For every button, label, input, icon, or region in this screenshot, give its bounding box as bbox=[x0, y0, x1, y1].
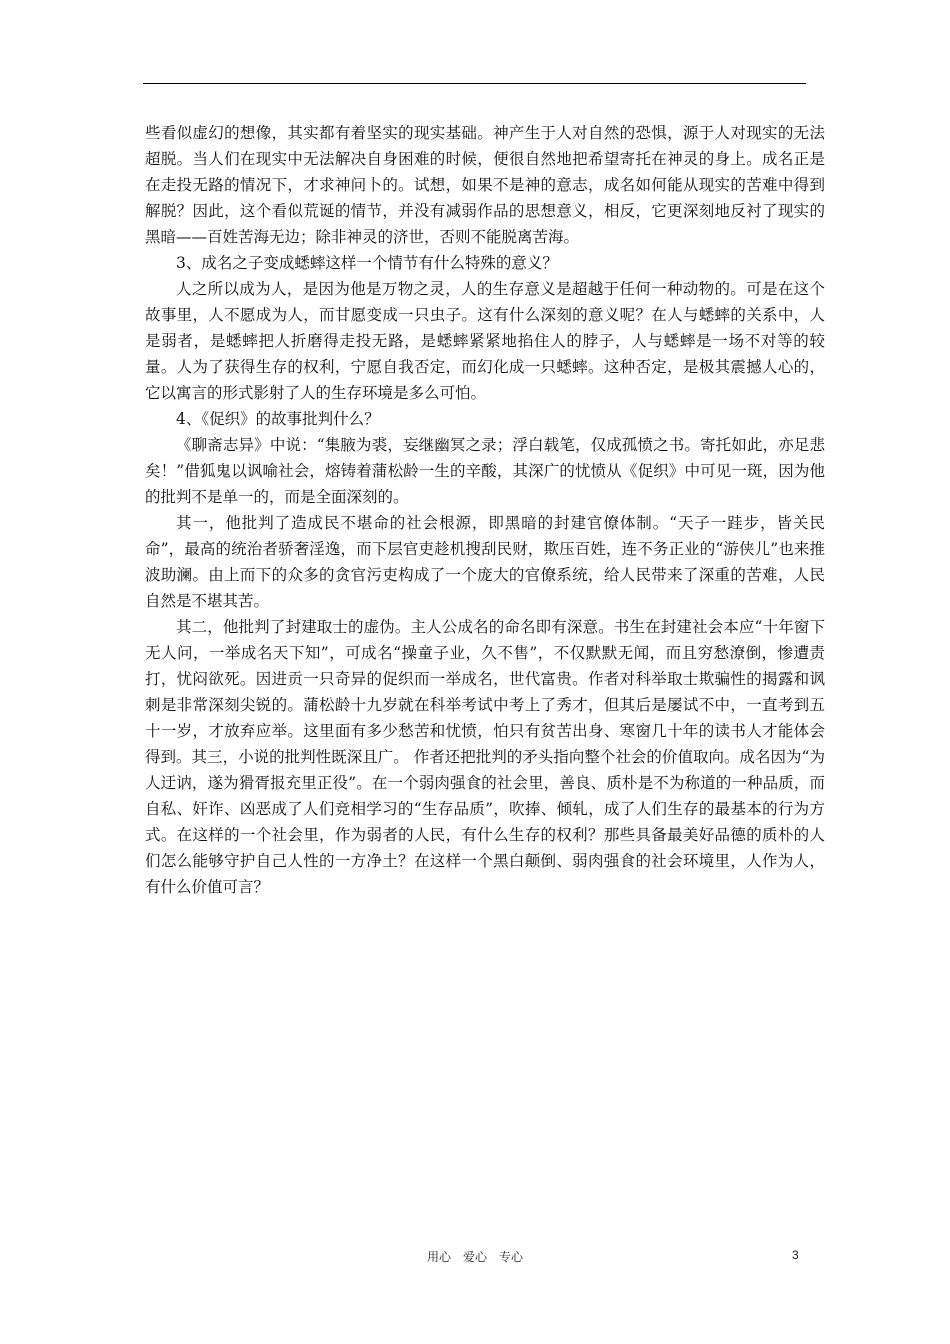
question-3-answer: 人之所以成为人，是因为他是万物之灵，人的生存意义是超越于任何一种动物的。可是在这个故事里，人不愿成为人，而甘愿变成一只虫子。这有什么深刻的意义呢？在人与蟋蟀的关系中，人是弱者，是蟋蟀把人折磨得走投无路，是蟋蟀紧紧地掐住人的脖子，人与蟋蟀是一场不对等的较量。人为了获得生存的权利，宁愿自我否定，而幻化成一只蟋蟀。这种否定，是极其震撼人心的，它以寓言的形式影射了人的生存环境是多么可怕。 bbox=[145, 280, 825, 402]
question-4-heading: 4、《促织》的故事批判什么？ bbox=[176, 410, 380, 428]
header-rule bbox=[143, 83, 806, 84]
footer-motto: 用心 爱心 专心 bbox=[426, 1250, 523, 1264]
page-number: 3 bbox=[792, 1248, 799, 1262]
paragraph-continuation: 些看似虚幻的想像，其实都有着坚实的现实基础。神产生于人对自然的恐惧，源于人对现实的无法超脱。当人们在现实中无法解决自身困难的时候，便很自然地把希望寄托在神灵的身上。成名正是在走投无路的情况下，才求神问卜的。试想，如果不是神的意志，成名如何能从现实的苦难中得到解脱？因此，这个看似荒诞的情节，并没有减弱作品的思想意义，相反，它更深刻地反衬了现实的黑暗——百姓苦海无边；除非神灵的济世，否则不能脱离苦海。 bbox=[145, 124, 825, 246]
document-body bbox=[145, 120, 825, 900]
point-one-paragraph: 其一，他批判了造成民不堪命的社会根源，即黑暗的封建官僚体制。“天子一跬步，皆关民命”，最高的统治者骄奢淫逸，而下层官吏趁机搜刮民财，欺压百姓，连不务正业的“游侠儿”也来推波助澜。由上而下的众多的贪官污吏构成了一个庞大的官僚系统，给人民带来了深重的苦难，人民自然是不堪其苦。 bbox=[145, 514, 825, 610]
point-two-paragraph: 其二，他批判了封建取士的虚伪。主人公成名的命名即有深意。书生在封建社会本应“十年窗下无人问，一举成名天下知”，可成名“操童子业，久不售”，不仅默默无闻，而且穷愁潦倒，惨遭责打，忧闷欲死。因进贡一只奇异的促织而一举成名，世代富贵。作者对科举取士欺骗性的揭露和讽刺是非常深刻尖锐的。蒲松龄十九岁就在科举考试中考上了秀才，但其后是屡试不中，一直考到五十一岁，才放弃应举。这里面有多少愁苦和忧愤，怕只有贫苦出身、寒窗几十年的读书人才能体会得到。其三，小说的批判性既深且广。 作者还把批判的矛头指向整个社会的价值取向。成名因为“为人迂讷，遂为猾胥报充里正役”。在一个弱肉强食的社会里，善良、质朴是不为称道的一种品质，而自私、奸诈、凶恶成了人们竞相学习的“生存品质”，吹捧、倾轧，成了人们生存的最基本的行为方式。在这样的一个社会里，作为弱者的人民，有什么生存的权利？那些具备最美好品德的质朴的人们怎么能够守护自己人性的一方净土？在这样一个黑白颠倒、弱肉强食的社会环境里，人作为人，有什么价值可言？ bbox=[145, 618, 825, 896]
question-4-intro: 《聊斋志异》中说：“集腋为裘，妄继幽冥之录；浮白载笔，仅成孤愤之书。寄托如此，亦足悲矣！”借狐鬼以讽喻社会，熔铸着蒲松龄一生的辛酸，其深广的忧愤从《促织》中可见一斑，因为他的批判不是单一的，而是全面深刻的。 bbox=[145, 436, 825, 506]
question-3-heading: 3、成名之子变成蟋蟀这样一个情节有什么特殊的意义？ bbox=[176, 254, 558, 272]
